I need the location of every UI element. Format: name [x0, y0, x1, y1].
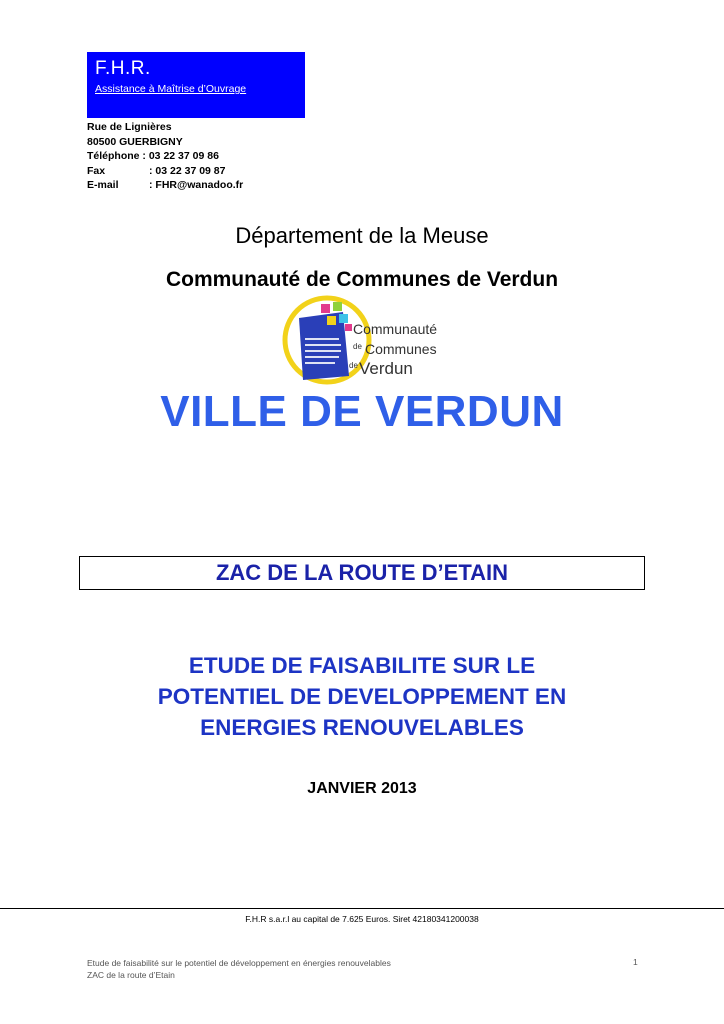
department-heading: Département de la Meuse — [235, 223, 489, 248]
community-heading: Communauté de Communes de Verdun — [165, 268, 559, 291]
zac-title-box: ZAC DE LA ROUTE D’ETAIN — [79, 556, 645, 590]
phone-value: 03 22 37 09 86 — [148, 150, 219, 162]
document-footer — [87, 957, 391, 981]
fax-label: Fax — [87, 164, 106, 177]
company-tagline: Assistance à Maîtrise d’Ouvrage — [95, 83, 247, 95]
logo-line3: Verdun — [359, 359, 413, 378]
company-name: F.H.R. — [95, 58, 151, 79]
logo-line2: Communes — [365, 341, 437, 357]
email-label: E-mail — [87, 179, 119, 191]
logo-de-small-1: de — [353, 342, 362, 351]
fax-value: : 03 22 37 09 87 — [149, 164, 226, 177]
address-city: 80500 GUERBIGNY — [87, 135, 183, 148]
footer-divider — [0, 908, 724, 909]
study-title-line2: POTENTIEL DE DEVELOPPEMENT EN — [157, 684, 567, 709]
company-address — [87, 120, 243, 193]
city-title: VILLE DE VERDUN — [160, 387, 564, 436]
study-title-line1: ETUDE DE FAISABILITE SUR LE — [188, 653, 536, 678]
footer-doc-title: Etude de faisabilité sur le potentiel de développement en énergies renouvelables — [87, 958, 391, 968]
phone-label: Téléphone : — [87, 150, 146, 162]
logo-line1: Communauté — [353, 321, 438, 337]
community-logo — [281, 294, 451, 388]
address-street: Rue de Lignières — [87, 121, 172, 133]
company-header-box — [87, 52, 305, 118]
study-title — [0, 650, 724, 743]
page-number: 1 — [633, 957, 638, 967]
footer-doc-subtitle: ZAC de la route d’Etain — [87, 970, 175, 980]
company-legal-footer: F.H.R s.a.r.l au capital de 7.625 Euros. Siret 42180341200038 — [245, 914, 479, 924]
email-value: : FHR@wanadoo.fr — [149, 179, 244, 191]
logo-de-small-2: de — [349, 361, 358, 370]
document-date: JANVIER 2013 — [307, 780, 417, 797]
study-title-line3: ENERGIES RENOUVELABLES — [200, 715, 524, 740]
